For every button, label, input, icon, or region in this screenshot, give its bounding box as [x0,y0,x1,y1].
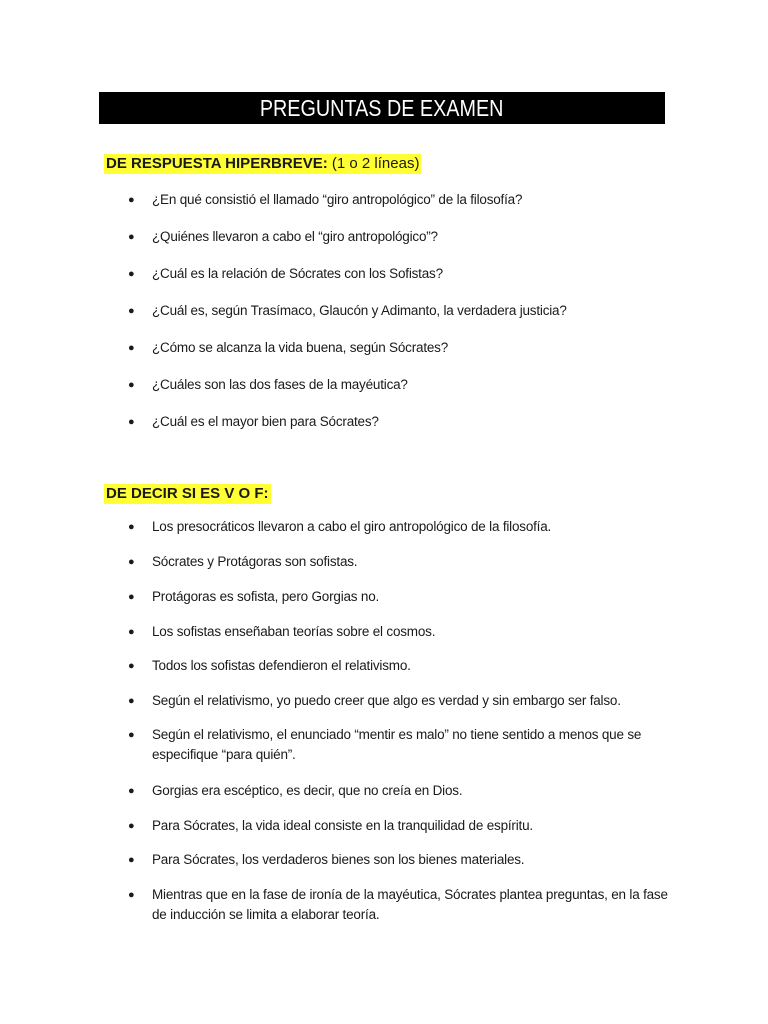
list-item [128,375,668,395]
statement-text: Mientras que en la fase de ironía de la mayéutica, Sócrates plantea preguntas, en la fase de inducción se limita a elaborar teoría. [152,887,668,922]
list-item [128,781,668,801]
statement-text: Los sofistas enseñaban teorías sobre el cosmos. [152,624,436,639]
bullet-icon: ● [128,231,135,243]
list-item [128,691,668,711]
statement-text: Todos los sofistas defendieron el relativismo. [152,658,411,673]
bullet-icon: ● [128,889,135,901]
statement-text: Gorgias era escéptico, es decir, que no creía en Dios. [152,783,463,798]
statement-text: Para Sócrates, los verdaderos bienes son los bienes materiales. [152,852,525,867]
question-text: ¿Cuál es la relación de Sócrates con los Sofistas? [152,266,443,281]
list-item [128,227,668,247]
list-item [128,264,668,284]
statement-text: Según el relativismo, yo puedo creer que algo es verdad y sin embargo ser falso. [152,693,621,708]
list-item [128,301,668,321]
list-item [128,622,668,642]
list-item [128,656,668,676]
list-item [128,412,668,432]
bullet-icon: ● [128,626,135,638]
bullet-icon: ● [128,379,135,391]
question-text: ¿Quiénes llevaron a cabo el “giro antropológico”? [152,229,438,244]
bullet-icon: ● [128,194,135,206]
section-heading-label: DE RESPUESTA HIPERBREVE: [106,155,328,172]
bullet-icon: ● [128,729,135,741]
bullet-icon: ● [128,342,135,354]
statement-text: Para Sócrates, la vida ideal consiste en la tranquilidad de espíritu. [152,818,533,833]
question-text: ¿Cuál es, según Trasímaco, Glaucón y Adimanto, la verdadera justicia? [152,303,567,318]
question-text: ¿En qué consistió el llamado “giro antropológico” de la filosofía? [152,192,523,207]
section-heading-hiperbreve [104,154,421,174]
section-heading-note: (1 o 2 líneas) [331,155,420,172]
bullet-icon: ● [128,521,135,533]
list-item [128,725,668,765]
bullet-icon: ● [128,820,135,832]
statement-text: Los presocráticos llevaron a cabo el giro antropológico de la filosofía. [152,519,552,534]
bullet-icon: ● [128,695,135,707]
page-title: PREGUNTAS DE EXAMEN [260,95,504,121]
question-text: ¿Cuáles son las dos fases de la mayéutica? [152,377,408,392]
bullet-icon: ● [128,591,135,603]
bullet-icon: ● [128,785,135,797]
section-heading-label: DE DECIR SI ES V O F: [106,485,269,502]
list-item [128,552,668,572]
statement-text: Según el relativismo, el enunciado “mentir es malo” no tiene sentido a menos que se especifique “para quién”. [152,727,642,762]
statement-text: Sócrates y Protágoras son sofistas. [152,554,358,569]
list-item [128,816,668,836]
list-item [128,517,668,537]
list-item [128,338,668,358]
question-text: ¿Cuál es el mayor bien para Sócrates? [152,414,379,429]
bullet-icon: ● [128,660,135,672]
title-bar [99,92,665,124]
statement-text: Protágoras es sofista, pero Gorgias no. [152,589,380,604]
list-item [128,190,668,210]
bullet-icon: ● [128,556,135,568]
list-item [128,885,668,925]
list-item [128,587,668,607]
section-heading-verdadero-falso [104,484,271,504]
bullet-icon: ● [128,416,135,428]
bullet-icon: ● [128,268,135,280]
question-text: ¿Cómo se alcanza la vida buena, según Sócrates? [152,340,449,355]
list-item [128,850,668,870]
bullet-icon: ● [128,854,135,866]
bullet-icon: ● [128,305,135,317]
